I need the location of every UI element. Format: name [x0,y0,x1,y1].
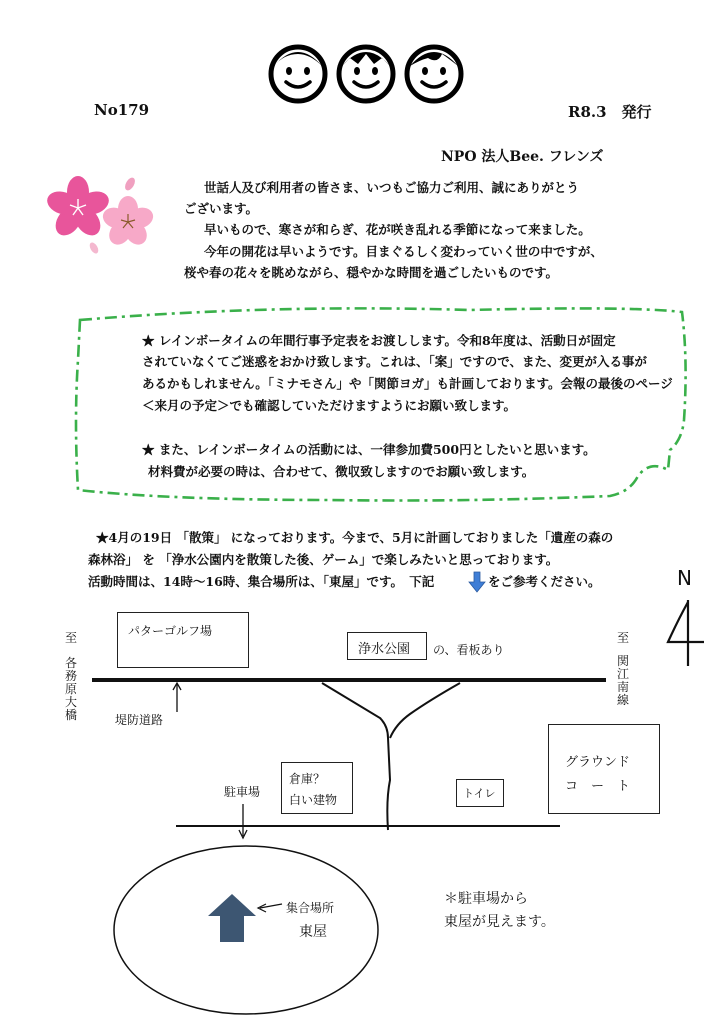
notice-para2-line-2: 材料費が必要の時は、合わせて、徴収致しますのでお願い致します。 [148,464,535,479]
toilet-label: トイレ [463,787,496,800]
walk-notice-reference: をご参考ください。 [488,574,601,589]
greeting-line-5: 桜や春の花々を眺めながら、穏やかな時間を過ごしたいものです。 [184,265,559,280]
park-name-label: 浄水公園 [358,642,411,657]
notice-para1-line-4: ＜来月の予定＞でも確認していただけますようにお願い致します。 [142,398,517,413]
down-arrow-icon [468,571,486,593]
compass-north-label: N [677,566,692,590]
ground-court-box [548,724,660,814]
right-direction-label: 至 関 江 南 線 [616,631,629,707]
putter-golf-box [117,612,249,668]
toilet-box [456,779,504,807]
park-sign-note: の、看板あり [433,643,505,657]
walk-notice-line-1: ★4月の19日 「散策」 になっております。今まで、5月に計画しておりました「遺産の森の [96,530,614,545]
notice-para1-line-1: ★ レインボータイムの年間行事予定表をお渡しします。令和8年度は、活動日が固定 [142,333,616,348]
walk-notice-line-3: 活動時間は、14時～16時、集合場所は、「東屋」です。 下記 [88,574,435,589]
park-name-sign [347,632,427,660]
parking-note-line-2: 東屋が見えます。 [444,914,555,930]
walk-notice-line-2: 森林浴」 を 「浄水公園内を散策した後、ゲーム」で楽しみたいと思っております。 [88,552,559,567]
parking-label: 駐車場 [224,785,261,799]
azumaya-area [112,842,382,1018]
organization-name: NPO 法人Bee. フレンズ [441,149,604,165]
storage-building-box [281,762,353,814]
compass-north-arrow [660,598,710,670]
left-direction-label: 至 各 務 原 大 橋 [64,631,77,722]
smiley-faces-logo [262,40,470,104]
issue-number: No179 [94,101,150,119]
greeting-line-1: 世話人及び利用者の皆さま、いつもご協力ご利用、誠にありがとう [204,180,580,195]
parking-note-line-1: ＊駐車場から [444,891,528,907]
ground-label-line-1: グラウンド [565,755,631,770]
levee-road-label: 堤防道路 [115,713,164,727]
storage-label-line-2: 白い建物 [289,793,338,807]
putter-golf-label: パターゴルフ場 [128,624,213,638]
meeting-place-label: 集合場所 [286,901,335,915]
sakura-flowers-illustration [42,172,162,258]
greeting-line-4: 今年の開花は早いようです。目まぐるしく変わっていく世の中ですが、 [204,244,603,259]
azumaya-label: 東屋 [299,924,327,940]
greeting-line-2: ございます。 [184,201,259,216]
notice-para2-line-1: ★ また、レインボータイムの活動には、一律参加費500円としたいと思います。 [142,442,596,457]
storage-label-line-1: 倉庫？ [289,772,326,786]
issue-date: R8.3 発行 [568,103,652,121]
greeting-line-3: 早いもので、寒さが和らぎ、花が咲き乱れる季節になって来ました。 [204,222,591,237]
notice-para1-line-2: されていなくてご迷惑をおかけ致します。これは、「案」ですので、また、変更が入る事が [142,354,648,369]
notice-para1-line-3: あるかもしれません。「ミナモさん」や「関節ヨガ」も計画しております。会報の最後のページ [142,376,673,391]
ground-label-line-2: コ ー ト [565,779,631,794]
